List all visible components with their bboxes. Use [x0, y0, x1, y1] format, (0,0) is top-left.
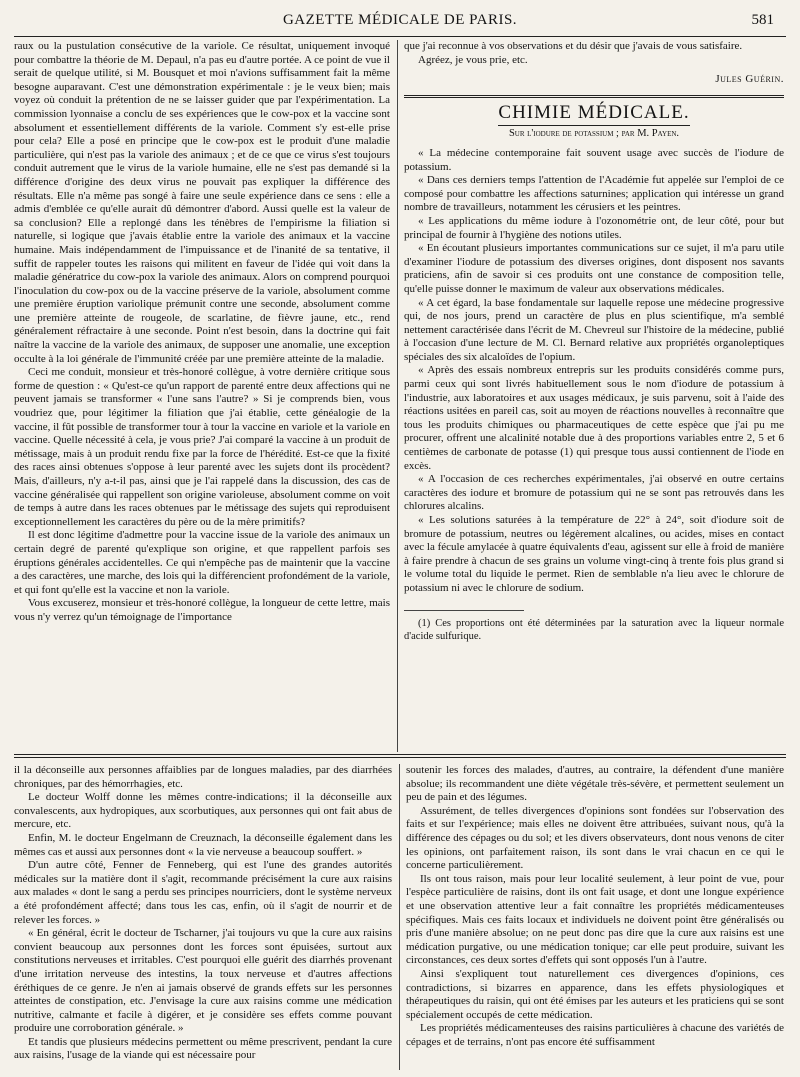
- letter-paragraph: raux ou la pustulation consécutive de la variole. Ce résultat, uniquement invoqué pour combattre la théorie de M. Depaul, n'a pas eu d'autre portée. A ce point de vue il serait de quelque utilité, si M. Bousquet et moi n'avions suffisamment fait la même besogne auparavant. C'est une démonstration expérimentale : je le veux bien; mais voyez où conduit la prétention de ne se laisser guider que par l'expérimentation. La commission lyonnaise a conclu de ses expériences que le cow-pox et la vaccine sont absolument et essentiellement différents de la variole. Comment s'y est-elle prise pour cela? Elle a posé en principe que le cow-pox est le produit d'une maladie particulière, qui n'est pas la variole des animaux ; et de ce que ce virus s'est toujours conduit autrement que le virus de la variole humaine, elle ne s'est pas demandé si la différence d'origine des deux virus ne pouvait pas expliquer la différence des résultats. Elle n'a même pas songé à faire une seule expérience dans ce sens : elle a admis d'emblée ce qu'elle aurait dû démontrer d'abord. Aussi quelle est la valeur de sa conclusion? Elle a replongé dans les ténèbres de l'empirisme la filiation si naturelle, si logique que j'avais établie entre la variole des animaux et la vaccine humaine. Mais indépendamment de l'impuissance et de l'inanité de sa tentative, il suffit de rappeler toutes les raisons qui militent en faveur de l'idée qui voit dans la maladie génératrice du cow-pox la variole des animaux. Alors on comprend pourquoi l'inoculation du cow-pox ou de la vaccine préserve de la variole, absolument comme une première éruption variolique prémunit contre une seconde, absolument comme une première atteinte de rougeole, de scarlatine, de fièvre jaune, etc., rend généralement réfractaire à une seconde. Point n'est besoin, dans la doctrine qui fait naître la vaccine de la variole des animaux, de supposer une anomalie, une exception occulte à la loi générale de l'immunité créée par une première atteinte de la maladie.: [14, 40, 390, 365]
- article-byline: Sur l'iodure de potassium ; par M. Payen.: [508, 128, 680, 140]
- article-paragraph: « Les applications du même iodure à l'ozonométrie ont, de leur côté, pour but principal de fournir à l'hygiène des notions utiles.: [404, 214, 784, 241]
- feuilleton-paragraph: Ainsi s'expliquent tout naturellement ces divergences d'opinions, ces contradictions, si bizarres en apparence, dans les effets physiologiques et thérapeutiques du raisin, qui ont été émises par les auteurs et les praticiens qui se sont spécialement occupés de cette médication.: [406, 967, 784, 1021]
- feuilleton-paragraph: soutenir les forces des malades, d'autres, au contraire, la défendent d'une manière absolue; ils recommandent une diète végétale très-sévère, et permettent seulement un peu de pain et des légumes.: [406, 764, 784, 804]
- feuilleton-paragraph: Ils ont tous raison, mais pour leur localité seulement, à leur point de vue, pour l'espèce particulière de raisins, dont ils ont fait usage, et dont une longue expérience et une observation attentive leur a fait connaître les propriétés médicamenteuses spécifiques. Mais ces faits locaux et individuels ne doivent point être généralisés ou pris d'une manière absolue; on ne peut donc pas dire que la cure aux raisins est une médication purgative, ou une médication tonique; car elle peut produire, suivant les circonstances, ces deux sortes d'effets qui sont opposés l'un à l'autre.: [406, 872, 784, 967]
- article-paragraph: « Les solutions saturées à la température de 22° à 24°, soit d'iodure soit de bromure de potassium, neutres ou légèrement alcalines, ou acides, mises en contact avec la fécule amylacée à quatre équivalents d'eau, agissent sur elle à froid de manière à faire prendre à chacun de ses grains un volume vingt-cinq à trente fois plus grand si le volume total du liquide le permet. Rien de semblable n'a lieu avec le chlorure de potassium ni avec le chlorure de sodium.: [404, 514, 784, 594]
- letter-paragraph: Ceci me conduit, monsieur et très-honoré collègue, à votre dernière critique sous forme de question : « Qu'est-ce qu'un rapport de parenté entre deux affections qui ne peuvent jamais se transformer « l'une sans l'autre? » Si je comprends bien, vous voudriez que, pour légitimer la filiation que j'ai établie, cette généalogie de la vaccine, il fût possible de transformer tour à tour la vaccine en variole et la variole en vaccine. Quelle nécessité à cela, je vous prie? J'ai comparé la vaccine à un produit de métissage, mais à un produit rendu fixe par la force de l'hérédité. Est-ce que la fixité des races ainsi obtenues s'oppose à leur parenté avec les sujets dont ils procèdent? Mais, d'ailleurs, n'y a-t-il pas, ainsi que je l'ai rappelé dans la discussion, des cas de vaccine généralisée qui rappellent son origine varioleuse, absolument comme on voit de temps à autre dans les races obtenues par le métissage des sujets qui reproduisent exceptionnellement les caractères du père ou de la mère primitifs?: [14, 366, 390, 528]
- bottom-left-column: [14, 764, 392, 1072]
- fold-rule-thin: [14, 757, 786, 758]
- section-title-text: CHIMIE MÉDICALE.: [498, 102, 689, 126]
- letter-continuation: que j'ai reconnue à vos observations et du désir que j'avais de vous satisfaire.: [404, 40, 743, 52]
- feuilleton-paragraph: Enfin, M. le docteur Engelmann de Creuznach, la déconseille également dans les mêmes cas et aussi aux personnes dont « la vie nerveuse a beaucoup souffert. »: [14, 831, 392, 858]
- section-title: [404, 101, 784, 123]
- section-rule: [404, 95, 784, 98]
- letter-paragraph: Vous excuserez, monsieur et très-honoré collègue, la longueur de cette lettre, mais vous n'y verrez qu'un témoignage de l'importance: [14, 597, 390, 623]
- feuilleton-paragraph: Les propriétés médicamenteuses des raisins particulières à chacune des variétés de cépages et de terrains, n'ont pas encore été suffisamment: [406, 1022, 784, 1048]
- footnote-rule: [404, 610, 524, 611]
- column-divider: [399, 764, 400, 1070]
- fold-rule: [14, 754, 786, 755]
- article-paragraph: « En écoutant plusieurs importantes communications sur ce sujet, il m'a paru utile d'examiner l'iodure de potassium des diverses origines, dont disposent nos savants praticiens, afin de savoir si ces produits ont une constance de composition telle, qu'elle puisse donner le maximum de valeur aux observations médicales.: [404, 242, 784, 295]
- running-header-title: GAZETTE MÉDICALE DE PARIS.: [282, 12, 518, 28]
- bottom-right-column: [406, 764, 784, 1072]
- feuilleton-paragraph: il la déconseille aux personnes affaiblies par de longues maladies, par des diarrhées chroniques, par des hémorrhagies, etc.: [14, 764, 392, 790]
- feuilleton-paragraph: Et tandis que plusieurs médecins permettent ou même prescrivent, pendant la cure aux raisins, l'usage de la viande qui est nécessaire pour: [14, 1035, 392, 1062]
- page-number: 581: [751, 12, 774, 28]
- article-paragraph: « Après des essais nombreux entrepris sur les produits considérés comme purs, parmi ceux qui sont livrés habituellement sous le nom d'iodure de potassium à l'industrie, aux laboratoires et aux usages médicaux, je suis parvenu, soit à l'aide des réactions usitées en pareil cas, soit au moyen de réactions nouvelles à reconnaître que tous les produits chimiques ou pharmaceutiques de cette espèce que j'ai pu me procurer, offrent une alcalinité notable due à des proportions variables entre 2, 5 et 6 centièmes de carbonate de potasse (1) qui presque tous aussi contiennent de l'iode en excès.: [404, 364, 784, 472]
- letter-paragraph: Il est donc légitime d'admettre pour la vaccine issue de la variole des animaux un certain degré de parenté qu'explique son origine, et que rappellent parfois ses éruptions générales accidentelles. Ce qui n'empêche pas de maintenir que la vaccine a des caractères, une marche, des lois qui la différencient profondément de la variole, et qui font qu'elle est la vaccine et non la variole.: [14, 529, 390, 596]
- article-paragraph: « Dans ces derniers temps l'attention de l'Académie fut appelée sur l'emploi de ce composé pour combattre les affections saturnines; application qui intéresse un grand nombre de travailleurs, notamment les cérusiers et les peintres.: [404, 174, 784, 214]
- letter-closing: Agréez, je vous prie, etc.: [418, 53, 528, 66]
- article-paragraph: « A cet égard, la base fondamentale sur laquelle repose une médecine progressive qui, de nos jours, prend un caractère de plus en plus scientifique, m'a semblé nettement caractérisée dans l'écrit de M. Chevreul sur l'histoire de la médecine, publié à l'occasion d'une lecture de M. Cl. Bernard relative aux propriétés organoleptiques spéciales des six alcaloïdes de l'opium.: [404, 296, 784, 363]
- top-right-column: [404, 40, 784, 750]
- column-divider: [397, 40, 398, 752]
- feuilleton-paragraph: D'un autre côté, Fenner de Fenneberg, qui est l'une des grandes autorités médicales sur la matière dont il s'agit, recommande précisément la cure aux raisins aux malades « dont le sang a perdu ses principes nourriciers, dont le système nerveux a été profondément affecté; dans tous les cas, enfin, où il s'agit de nourrir et de relever les forces. »: [14, 859, 392, 926]
- footnote: (1) Ces proportions ont été déterminées par la saturation avec la liqueur normale d'acide sulfurique.: [404, 617, 784, 642]
- header-rule: [14, 36, 786, 37]
- signature: Jules Guérin.: [715, 73, 784, 86]
- feuilleton-paragraph: Assurément, de telles divergences d'opinions sont fondées sur l'observation des faits et sur l'expérience; mais elles ne doivent être attribuées, suivant nous, qu'à la différence des cépages ou du sol; et les divers observateurs, dont nous venons de citer les opinions, ont parfaitement raison, ils sont dans le vrai chacun en ce qui le concerne particulièrement.: [406, 804, 784, 872]
- feuilleton-paragraph: Le docteur Wolff donne les mêmes contre-indications; il la déconseille aux convalescents, aux hydropiques, aux scorbutiques, aux personnes qui ont fait abus de mercure, etc.: [14, 791, 392, 831]
- top-left-column: [14, 40, 390, 750]
- article-paragraph: « La médecine contemporaine fait souvent usage avec succès de l'iodure de potassium.: [404, 146, 784, 173]
- feuilleton-paragraph: « En général, écrit le docteur de Tscharner, j'ai toujours vu que la cure aux raisins convient beaucoup aux personnes dont les forces sont épuisées, surtout aux constitutions nerveuses et irritables. C'est pourquoi elle guérit des diarrhés provenant d'une irritation nerveuse des intestins, la toux nerveuse et d'autres affections éréthiques de ce genre. Je n'en ai jamais observé de grands effets sur les personnes atteintes de constipation, etc. J'envisage la cure aux raisins comme une médication nutritive, calmante et facile à digérer, et je considère ses effets comme pouvant produire une corroboration générale. »: [14, 927, 392, 1035]
- article-paragraph: « A l'occasion de ces recherches expérimentales, j'ai observé en outre certains caractères des iodure et bromure de potassium qui ne se sont pas retrouvés dans les chlorures alcalins.: [404, 473, 784, 513]
